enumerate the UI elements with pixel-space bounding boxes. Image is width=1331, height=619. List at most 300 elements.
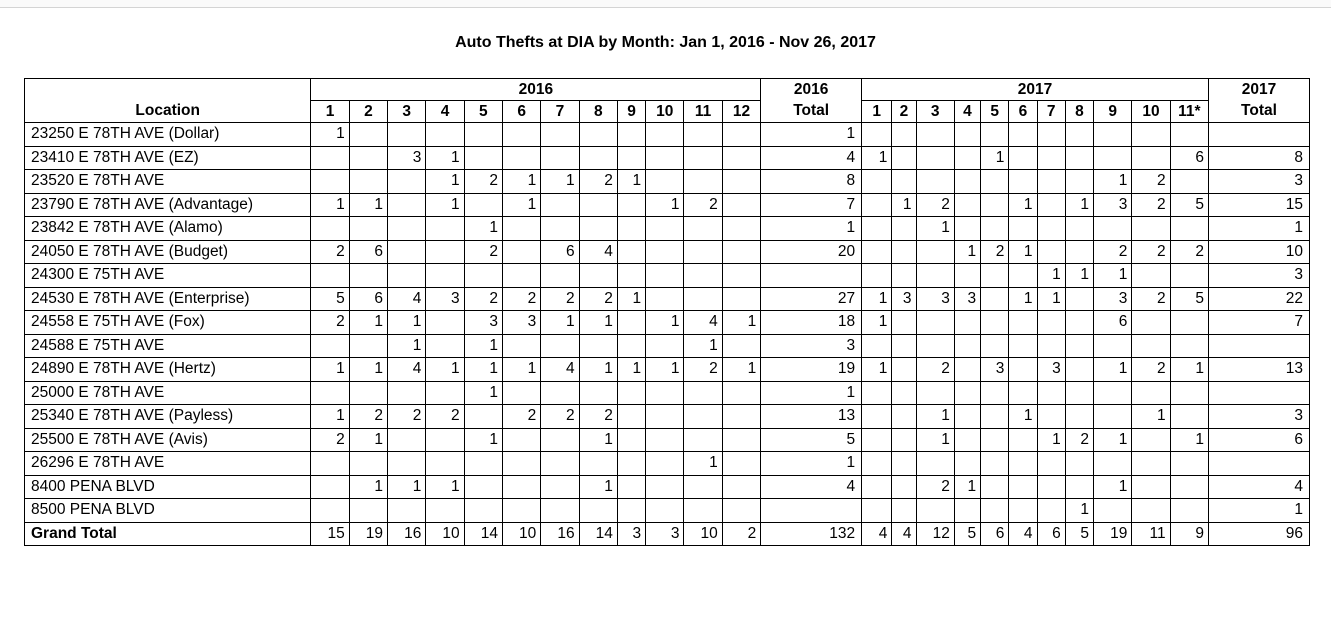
count-cell-2016: 2	[426, 405, 464, 429]
count-cell-2016	[541, 193, 579, 217]
count-cell-2017	[892, 452, 916, 476]
count-cell-2016: 1	[464, 334, 502, 358]
count-cell-2017	[1009, 311, 1037, 335]
count-cell-2017	[1132, 499, 1170, 523]
count-cell-2017: 1	[1094, 264, 1132, 288]
count-cell-2016	[464, 123, 502, 147]
count-cell-2016: 3	[388, 146, 426, 170]
count-cell-2016	[684, 475, 722, 499]
count-cell-2017: 2	[1170, 240, 1208, 264]
count-cell-2017	[862, 499, 892, 523]
location-cell: 23410 E 78TH AVE (EZ)	[25, 146, 311, 170]
total-2017-header: Total	[1208, 101, 1309, 123]
count-cell-2016	[541, 499, 579, 523]
count-cell-2016	[579, 499, 617, 523]
count-cell-2016: 1	[464, 217, 502, 241]
count-cell-2017	[892, 240, 916, 264]
count-cell-2016: 1	[311, 193, 349, 217]
count-cell-2017	[981, 405, 1009, 429]
count-cell-2016	[684, 217, 722, 241]
count-cell-2017: 1	[1009, 287, 1037, 311]
count-cell-2017: 5	[1170, 193, 1208, 217]
count-cell-2017	[1132, 264, 1170, 288]
count-cell-2017: 2	[916, 475, 954, 499]
count-cell-2017: 3	[1037, 358, 1065, 382]
count-cell-2017	[954, 264, 980, 288]
count-cell-2017	[892, 264, 916, 288]
count-cell-2016	[617, 334, 645, 358]
count-cell-2016	[464, 499, 502, 523]
table-row	[25, 499, 1310, 523]
count-cell-2016	[464, 146, 502, 170]
count-cell-2017: 1	[1037, 264, 1065, 288]
location-cell: 23842 E 78TH AVE (Alamo)	[25, 217, 311, 241]
count-cell-2017	[1170, 475, 1208, 499]
total-2017-cell: 3	[1208, 405, 1309, 429]
count-cell-2017	[1065, 217, 1093, 241]
count-cell-2016	[426, 311, 464, 335]
total-2017-cell	[1208, 334, 1309, 358]
table-row	[25, 170, 1310, 194]
count-cell-2016: 2	[464, 170, 502, 194]
location-cell: 23790 E 78TH AVE (Advantage)	[25, 193, 311, 217]
count-cell-2017	[1009, 499, 1037, 523]
count-cell-2017	[1009, 334, 1037, 358]
table-row	[25, 193, 1310, 217]
count-cell-2016	[646, 405, 684, 429]
count-cell-2016: 1	[349, 311, 387, 335]
count-cell-2016	[349, 452, 387, 476]
count-cell-2016	[311, 452, 349, 476]
month-header-2016: 6	[502, 101, 540, 123]
count-cell-2016	[617, 475, 645, 499]
count-cell-2016	[722, 240, 760, 264]
count-cell-2016: 1	[426, 170, 464, 194]
count-cell-2016	[646, 170, 684, 194]
count-cell-2017	[862, 217, 892, 241]
count-cell-2016	[684, 381, 722, 405]
count-cell-2016	[311, 217, 349, 241]
count-cell-2016: 1	[722, 358, 760, 382]
count-cell-2016	[617, 452, 645, 476]
count-cell-2017	[1037, 475, 1065, 499]
count-cell-2016	[646, 334, 684, 358]
count-cell-2017: 1	[1009, 405, 1037, 429]
count-cell-2016	[722, 428, 760, 452]
count-cell-2017: 4	[1009, 522, 1037, 546]
count-cell-2016	[684, 240, 722, 264]
count-cell-2016	[502, 452, 540, 476]
count-cell-2017	[981, 452, 1009, 476]
count-cell-2017: 1	[1009, 240, 1037, 264]
count-cell-2017	[981, 499, 1009, 523]
count-cell-2016	[388, 193, 426, 217]
count-cell-2017	[1009, 475, 1037, 499]
count-cell-2017: 1	[1037, 287, 1065, 311]
month-header-2017: 10	[1132, 101, 1170, 123]
count-cell-2017	[1009, 264, 1037, 288]
count-cell-2017	[1037, 334, 1065, 358]
count-cell-2016	[646, 499, 684, 523]
count-cell-2016	[541, 428, 579, 452]
count-cell-2017	[1132, 381, 1170, 405]
count-cell-2017	[1037, 405, 1065, 429]
total-2016-cell	[761, 499, 862, 523]
month-header-2017: 7	[1037, 101, 1065, 123]
count-cell-2017: 1	[1094, 428, 1132, 452]
count-cell-2016	[684, 287, 722, 311]
count-cell-2017	[916, 123, 954, 147]
month-header-2017: 2	[892, 101, 916, 123]
total-2016-cell: 27	[761, 287, 862, 311]
count-cell-2017	[1065, 170, 1093, 194]
count-cell-2017: 1	[981, 146, 1009, 170]
count-cell-2017	[1132, 428, 1170, 452]
total-2016-cell: 132	[761, 522, 862, 546]
month-header-2017: 3	[916, 101, 954, 123]
count-cell-2017	[954, 381, 980, 405]
count-cell-2017	[1065, 287, 1093, 311]
count-cell-2017: 1	[1065, 264, 1093, 288]
total-2017-cell: 3	[1208, 170, 1309, 194]
count-cell-2016: 6	[541, 240, 579, 264]
count-cell-2016	[464, 452, 502, 476]
count-cell-2016: 16	[541, 522, 579, 546]
count-cell-2016: 1	[426, 193, 464, 217]
count-cell-2016	[646, 452, 684, 476]
count-cell-2017	[916, 381, 954, 405]
count-cell-2017: 1	[916, 428, 954, 452]
location-cell: 25000 E 78TH AVE	[25, 381, 311, 405]
count-cell-2017	[1037, 146, 1065, 170]
count-cell-2017: 19	[1094, 522, 1132, 546]
count-cell-2016: 2	[464, 240, 502, 264]
count-cell-2017	[1037, 123, 1065, 147]
table-row	[25, 452, 1310, 476]
count-cell-2016: 2	[464, 287, 502, 311]
count-cell-2016	[426, 428, 464, 452]
count-cell-2017: 1	[1094, 475, 1132, 499]
total-2016-cell: 18	[761, 311, 862, 335]
count-cell-2017: 1	[862, 358, 892, 382]
month-header-2017: 1	[862, 101, 892, 123]
count-cell-2016	[388, 170, 426, 194]
count-cell-2017	[1094, 334, 1132, 358]
count-cell-2017	[862, 475, 892, 499]
count-cell-2017	[954, 193, 980, 217]
count-cell-2016	[684, 428, 722, 452]
count-cell-2016: 2	[684, 193, 722, 217]
count-cell-2016	[502, 334, 540, 358]
count-cell-2016	[646, 287, 684, 311]
count-cell-2016	[617, 240, 645, 264]
count-cell-2016: 2	[579, 405, 617, 429]
count-cell-2017	[1170, 311, 1208, 335]
count-cell-2016	[579, 452, 617, 476]
count-cell-2016: 1	[502, 170, 540, 194]
count-cell-2016: 2	[311, 311, 349, 335]
count-cell-2017	[1132, 146, 1170, 170]
count-cell-2017	[1009, 358, 1037, 382]
count-cell-2016: 1	[502, 193, 540, 217]
count-cell-2016	[541, 264, 579, 288]
count-cell-2016: 1	[464, 358, 502, 382]
count-cell-2016	[722, 146, 760, 170]
count-cell-2017: 6	[1170, 146, 1208, 170]
count-cell-2017: 2	[1132, 358, 1170, 382]
count-cell-2016: 10	[426, 522, 464, 546]
location-header: Location	[25, 101, 311, 123]
count-cell-2016: 1	[579, 475, 617, 499]
count-cell-2017: 5	[1170, 287, 1208, 311]
table-row	[25, 217, 1310, 241]
total-2017-cell	[1208, 452, 1309, 476]
total-2016-cell: 3	[761, 334, 862, 358]
count-cell-2016	[684, 499, 722, 523]
month-header-2016: 10	[646, 101, 684, 123]
count-cell-2016	[388, 264, 426, 288]
count-cell-2017	[862, 381, 892, 405]
count-cell-2017: 6	[1037, 522, 1065, 546]
count-cell-2016: 14	[579, 522, 617, 546]
count-cell-2017	[892, 123, 916, 147]
month-header-2017: 11*	[1170, 101, 1208, 123]
count-cell-2017	[1094, 146, 1132, 170]
location-cell: 8500 PENA BLVD	[25, 499, 311, 523]
location-cell: 24588 E 75TH AVE	[25, 334, 311, 358]
location-cell: 24300 E 75TH AVE	[25, 264, 311, 288]
count-cell-2017: 1	[1132, 405, 1170, 429]
count-cell-2017	[916, 334, 954, 358]
count-cell-2017	[1132, 452, 1170, 476]
count-cell-2016: 1	[502, 358, 540, 382]
count-cell-2016: 2	[541, 405, 579, 429]
count-cell-2016	[646, 428, 684, 452]
count-cell-2017: 2	[1132, 240, 1170, 264]
count-cell-2016	[502, 217, 540, 241]
count-cell-2017: 1	[1094, 170, 1132, 194]
count-cell-2017: 3	[981, 358, 1009, 382]
count-cell-2016: 2	[349, 405, 387, 429]
count-cell-2017	[981, 311, 1009, 335]
count-cell-2017	[981, 428, 1009, 452]
count-cell-2017	[1065, 381, 1093, 405]
total-2016-cell: 4	[761, 475, 862, 499]
count-cell-2016	[388, 428, 426, 452]
count-cell-2016	[617, 264, 645, 288]
count-cell-2016: 2	[722, 522, 760, 546]
total-2017-cell: 96	[1208, 522, 1309, 546]
total-2017-cell: 7	[1208, 311, 1309, 335]
count-cell-2016: 4	[579, 240, 617, 264]
table-row	[25, 334, 1310, 358]
count-cell-2016: 4	[388, 358, 426, 382]
total-2017-cell: 1	[1208, 217, 1309, 241]
count-cell-2016: 1	[579, 428, 617, 452]
count-cell-2017	[981, 193, 1009, 217]
count-cell-2016: 2	[579, 287, 617, 311]
table-row	[25, 381, 1310, 405]
count-cell-2017	[916, 170, 954, 194]
count-cell-2016: 3	[426, 287, 464, 311]
count-cell-2016: 4	[388, 287, 426, 311]
total-2016-cell: 5	[761, 428, 862, 452]
count-cell-2016: 1	[426, 358, 464, 382]
count-cell-2017	[1009, 452, 1037, 476]
count-cell-2017	[1037, 499, 1065, 523]
count-cell-2016	[502, 475, 540, 499]
count-cell-2016	[684, 170, 722, 194]
count-cell-2016	[388, 381, 426, 405]
count-cell-2017	[954, 405, 980, 429]
location-cell: 25340 E 78TH AVE (Payless)	[25, 405, 311, 429]
count-cell-2017: 3	[1094, 193, 1132, 217]
count-cell-2016	[311, 146, 349, 170]
count-cell-2016	[617, 146, 645, 170]
count-cell-2017	[1094, 499, 1132, 523]
table-row	[25, 311, 1310, 335]
count-cell-2017	[1065, 311, 1093, 335]
count-cell-2017	[1065, 405, 1093, 429]
count-cell-2016	[541, 334, 579, 358]
count-cell-2017	[954, 499, 980, 523]
total-2016-cell: 7	[761, 193, 862, 217]
count-cell-2016: 1	[388, 334, 426, 358]
count-cell-2016: 1	[426, 146, 464, 170]
count-cell-2016: 4	[684, 311, 722, 335]
count-cell-2016	[684, 146, 722, 170]
count-cell-2017	[954, 428, 980, 452]
count-cell-2016	[502, 264, 540, 288]
count-cell-2017	[1065, 146, 1093, 170]
count-cell-2017	[1094, 405, 1132, 429]
count-cell-2017: 2	[1094, 240, 1132, 264]
total-2017-cell: 22	[1208, 287, 1309, 311]
count-cell-2017: 1	[1170, 358, 1208, 382]
count-cell-2016	[541, 123, 579, 147]
count-cell-2017	[1009, 123, 1037, 147]
count-cell-2017	[862, 264, 892, 288]
table-row	[25, 240, 1310, 264]
count-cell-2017: 1	[916, 405, 954, 429]
count-cell-2016	[349, 381, 387, 405]
count-cell-2016	[684, 123, 722, 147]
month-header-2017: 6	[1009, 101, 1037, 123]
count-cell-2017: 1	[862, 146, 892, 170]
total-2016-cell: 4	[761, 146, 862, 170]
count-cell-2017	[1037, 193, 1065, 217]
count-cell-2016	[502, 240, 540, 264]
total-2016-cell: 1	[761, 452, 862, 476]
count-cell-2017	[1170, 405, 1208, 429]
count-cell-2016	[722, 193, 760, 217]
total-2017-cell: 13	[1208, 358, 1309, 382]
count-cell-2017	[1037, 311, 1065, 335]
table-row	[25, 358, 1310, 382]
count-cell-2017	[892, 499, 916, 523]
count-cell-2016	[722, 170, 760, 194]
header-row-years	[25, 79, 1310, 101]
count-cell-2016	[349, 123, 387, 147]
total-2017-cell	[1208, 381, 1309, 405]
count-cell-2016: 2	[684, 358, 722, 382]
count-cell-2016	[388, 452, 426, 476]
count-cell-2016	[579, 217, 617, 241]
count-cell-2017: 1	[1009, 193, 1037, 217]
count-cell-2016	[349, 217, 387, 241]
count-cell-2017	[1009, 170, 1037, 194]
month-header-2017: 5	[981, 101, 1009, 123]
count-cell-2017	[892, 358, 916, 382]
table-row	[25, 264, 1310, 288]
count-cell-2017	[981, 123, 1009, 147]
count-cell-2017: 1	[892, 193, 916, 217]
count-cell-2017: 1	[1037, 428, 1065, 452]
count-cell-2017	[862, 428, 892, 452]
count-cell-2016	[684, 264, 722, 288]
count-cell-2017	[1037, 217, 1065, 241]
total-2016-header: Total	[761, 101, 862, 123]
year-2017-header: 2017	[862, 79, 1209, 101]
total-2017-cell	[1208, 123, 1309, 147]
count-cell-2017	[954, 311, 980, 335]
count-cell-2017: 1	[954, 240, 980, 264]
total-2016-cell: 8	[761, 170, 862, 194]
count-cell-2016	[311, 499, 349, 523]
total-2017-cell: 15	[1208, 193, 1309, 217]
count-cell-2017: 3	[954, 287, 980, 311]
count-cell-2016: 1	[646, 193, 684, 217]
count-cell-2016: 1	[646, 358, 684, 382]
count-cell-2016	[388, 499, 426, 523]
count-cell-2017	[1132, 217, 1170, 241]
count-cell-2016	[464, 193, 502, 217]
count-cell-2017: 2	[981, 240, 1009, 264]
count-cell-2017	[862, 405, 892, 429]
count-cell-2016	[617, 499, 645, 523]
count-cell-2017: 3	[916, 287, 954, 311]
count-cell-2017	[862, 334, 892, 358]
count-cell-2017	[981, 287, 1009, 311]
count-cell-2016	[426, 499, 464, 523]
month-header-2017: 8	[1065, 101, 1093, 123]
count-cell-2016	[426, 123, 464, 147]
count-cell-2016: 2	[541, 287, 579, 311]
count-cell-2016	[722, 334, 760, 358]
count-cell-2016	[502, 123, 540, 147]
count-cell-2016: 6	[349, 240, 387, 264]
count-cell-2017	[916, 264, 954, 288]
count-cell-2016	[464, 264, 502, 288]
location-cell: 24530 E 78TH AVE (Enterprise)	[25, 287, 311, 311]
count-cell-2017	[1094, 381, 1132, 405]
count-cell-2016	[502, 146, 540, 170]
count-cell-2017	[1094, 123, 1132, 147]
count-cell-2016	[311, 334, 349, 358]
count-cell-2017: 12	[916, 522, 954, 546]
count-cell-2016: 1	[311, 123, 349, 147]
count-cell-2016	[464, 405, 502, 429]
count-cell-2017	[916, 240, 954, 264]
count-cell-2016	[388, 240, 426, 264]
count-cell-2016: 1	[464, 381, 502, 405]
count-cell-2016: 1	[426, 475, 464, 499]
month-header-2017: 9	[1094, 101, 1132, 123]
count-cell-2016: 1	[617, 170, 645, 194]
count-cell-2017	[954, 217, 980, 241]
count-cell-2017	[862, 123, 892, 147]
count-cell-2016	[617, 381, 645, 405]
